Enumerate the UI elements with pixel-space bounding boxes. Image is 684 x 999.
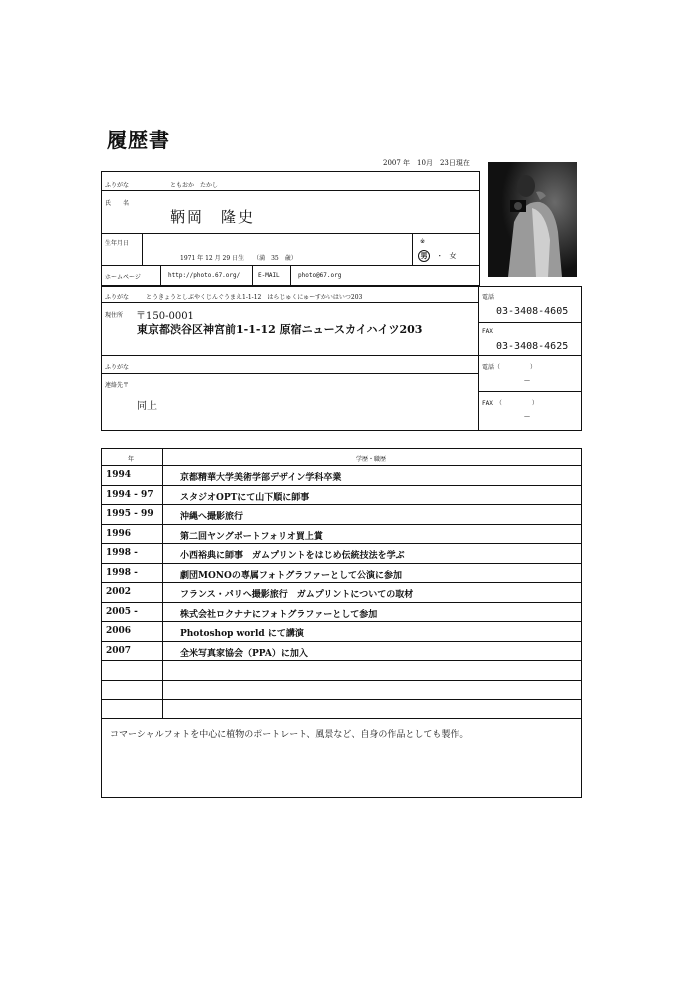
address-label: 現住所 xyxy=(105,312,124,319)
address-value: 東京都渋谷区神宮前1-1-12 原宿ニュースカイハイツ203 xyxy=(137,323,423,336)
name-furigana: ともおか たかし xyxy=(170,182,219,189)
history-year: 2007 xyxy=(106,646,132,656)
address-furigana: とうきょうとしぶやくじんぐうまえ1-1-12 はらじゅくにゅーすかいはいつ203 xyxy=(146,294,363,301)
history-header-detail: 学歴・職歴 xyxy=(356,456,387,463)
history-text: 小西裕典に師事 ガムプリントをはじめ伝統技法を学ぶ xyxy=(180,551,405,561)
portrait-image xyxy=(488,162,577,277)
contact-phone-value: — xyxy=(524,377,530,384)
gender-selector xyxy=(418,250,456,262)
birth-value: 1971 年 12 月 29 日生 （満 35 歳） xyxy=(180,255,297,262)
history-text: Photoshop world にて講演 xyxy=(180,629,304,639)
birth-label: 生年月日 xyxy=(105,240,130,247)
history-year: 1998 - xyxy=(106,568,138,578)
history-year: 2005 - xyxy=(106,607,138,617)
history-year: 1994 - 97 xyxy=(106,490,154,500)
history-year: 1998 - xyxy=(106,548,138,558)
name-label: 氏 名 xyxy=(105,200,130,207)
contact-fax-label: FAX （ ） xyxy=(482,400,538,407)
contact-label: 連絡先〒 xyxy=(105,382,130,389)
contact-fax-value: — xyxy=(524,413,530,420)
history-text: スタジオOPTにて山下順に師事 xyxy=(180,493,310,503)
contact-phone-label: 電話（ ） xyxy=(482,364,537,371)
contact-value: 同上 xyxy=(137,401,157,412)
furigana-label: ふりがな xyxy=(105,182,130,189)
gender-female: 女 xyxy=(449,252,457,260)
homepage-label: ホームページ xyxy=(105,274,141,281)
history-text: 株式会社ロクナナにフォトグラファーとして参加 xyxy=(180,610,378,620)
gender-male-circled: 男 xyxy=(418,250,430,262)
history-header-year: 年 xyxy=(128,456,135,463)
history-year: 2006 xyxy=(106,626,132,636)
history-text: 第二回ヤングポートフォリオ買上賞 xyxy=(180,532,323,542)
gender-note-mark: ※ xyxy=(420,238,426,245)
history-year: 2002 xyxy=(106,587,132,597)
email-link[interactable]: photo@67.org xyxy=(298,272,342,279)
history-table xyxy=(101,448,582,798)
history-text: 劇団MONOの専属フォトグラファーとして公演に参加 xyxy=(180,571,403,581)
date-line: 2007 年 10月 23日現在 xyxy=(383,159,470,167)
page-title: 履歴書 xyxy=(107,128,170,152)
remarks-text: コマーシャルフォトを中心に植物のポートレート、風景など、自身の作品としても製作。 xyxy=(110,730,469,740)
contact-furigana-label: ふりがな xyxy=(105,364,130,371)
history-year: 1994 xyxy=(106,470,132,480)
history-year: 1996 xyxy=(106,529,132,539)
history-text: 沖縄へ撮影旅行 xyxy=(180,512,244,522)
address-furigana-label: ふりがな xyxy=(105,294,130,301)
fax-value: 03-3408-4625 xyxy=(496,341,569,352)
history-text: 京都精華大学美術学部デザイン学科卒業 xyxy=(180,473,342,483)
gender-separator: ・ xyxy=(436,252,444,260)
phone-label: 電話 xyxy=(482,294,495,301)
fax-label: FAX xyxy=(482,328,493,335)
email-label: E-MAIL xyxy=(258,272,280,279)
full-name: 鞆岡 隆史 xyxy=(170,208,256,226)
portrait-photo xyxy=(488,162,577,277)
postal-code: 〒150-0001 xyxy=(136,311,194,322)
phone-value: 03-3408-4605 xyxy=(496,306,569,317)
history-text: 全米写真家協会（PPA）に加入 xyxy=(180,649,308,659)
history-year: 1995 - 99 xyxy=(106,509,154,519)
history-text: フランス・パリへ撮影旅行 ガムプリントについての取材 xyxy=(180,590,414,600)
homepage-link[interactable]: http://photo.67.org/ xyxy=(168,272,241,279)
